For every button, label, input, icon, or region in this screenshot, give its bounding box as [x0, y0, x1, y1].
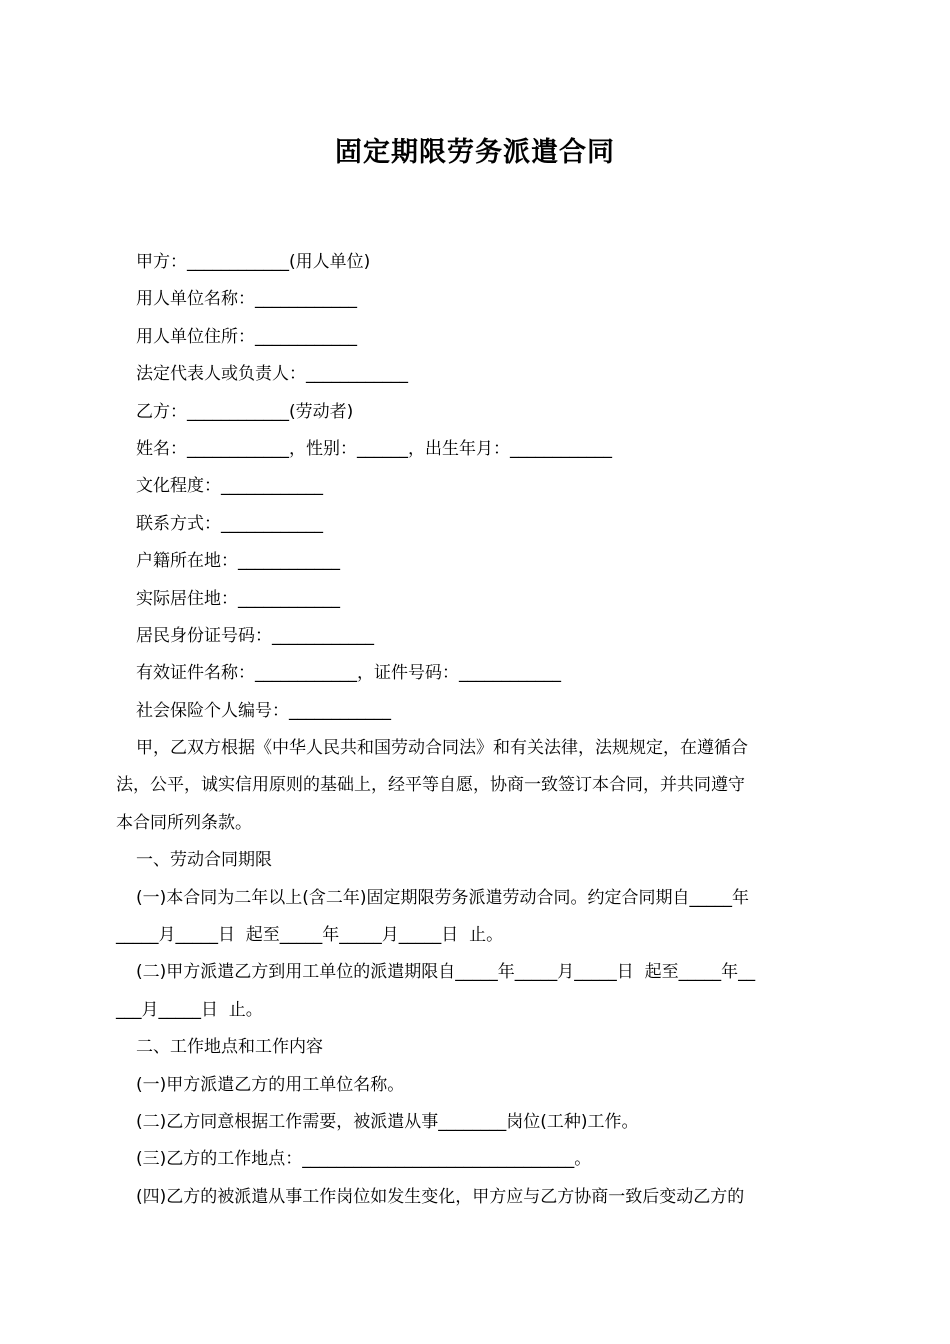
name-gender-birth-line: 姓名：____________，性别：______，出生年月：____________ [136, 438, 612, 459]
document-body [116, 244, 838, 1216]
education-line: 文化程度：____________ [136, 476, 323, 497]
section-1-item-2-line-1: (二)甲方派遣乙方到用工单位的派遣期限自_____年_____月_____日 起至_____年__ [136, 962, 756, 983]
section-2-item-3: (三)乙方的工作地点：________________________________。 [136, 1149, 592, 1170]
section-1-item-1-line-1: (一)本合同为二年以上(含二年)固定期限劳务派遣劳动合同。约定合同期自_____年 [136, 887, 750, 908]
preamble-line-2: 法，公平，诚实信用原则的基础上，经平等自愿，协商一致签订本合同，并共同遵守 [116, 775, 745, 796]
social-insurance-line: 社会保险个人编号：____________ [136, 700, 391, 721]
preamble-line-3: 本合同所列条款。 [116, 812, 252, 833]
section-2-item-1: (一)甲方派遣乙方的用工单位名称。 [136, 1074, 405, 1095]
document-title: 固定期限劳务派遣合同 [335, 137, 615, 168]
section-2-item-2: (二)乙方同意根据工作需要，被派遣从事________岗位(工种)工作。 [136, 1111, 639, 1132]
section-1-item-2-line-2: ___月_____日 止。 [116, 999, 263, 1020]
section-1-item-1-line-2: _____月_____日 起至_____年_____月_____日 止。 [116, 925, 504, 946]
preamble-line-1: 甲，乙双方根据《中华人民共和国劳动合同法》和有关法律，法规规定，在遵循合 [136, 738, 748, 759]
employer-name-line: 用人单位名称：____________ [136, 289, 357, 310]
legal-representative-line: 法定代表人或负责人：____________ [136, 364, 408, 385]
certificate-line: 有效证件名称：____________，证件号码：____________ [136, 663, 561, 684]
section-2-item-4: (四)乙方的被派遣从事工作岗位如发生变化，甲方应与乙方协商一致后变动乙方的 [136, 1186, 745, 1207]
id-number-line: 居民身份证号码：____________ [136, 625, 374, 646]
section-2-heading: 二、工作地点和工作内容 [136, 1037, 323, 1058]
household-registration-line: 户籍所在地：____________ [136, 551, 340, 572]
section-1-heading: 一、劳动合同期限 [136, 850, 272, 871]
party-a-line: 甲方：____________(用人单位) [136, 252, 371, 272]
party-b-line: 乙方：____________(劳动者) [136, 401, 354, 422]
contact-line: 联系方式：____________ [136, 513, 323, 534]
residence-line: 实际居住地：____________ [136, 588, 340, 609]
employer-address-line: 用人单位住所：____________ [136, 326, 357, 347]
